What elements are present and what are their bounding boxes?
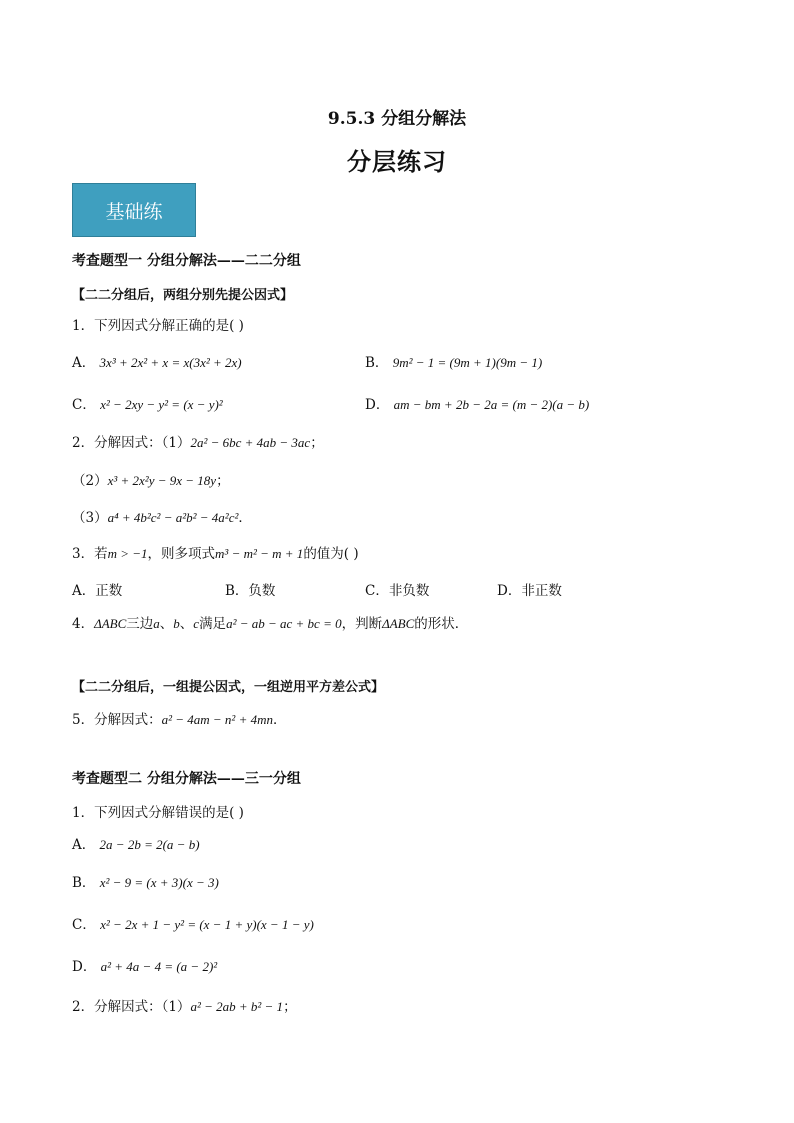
level-badge: 基础练 xyxy=(72,183,196,237)
q4-math: c xyxy=(193,616,200,631)
s1-q3-option-b: B．负数 xyxy=(225,583,276,599)
option-label: B． xyxy=(365,355,389,371)
option-label: C． xyxy=(72,397,96,413)
option-math: x² − 9 = (x + 3)(x − 3) xyxy=(99,875,219,890)
s2-q2-stem xyxy=(72,995,297,1015)
option-math: a² + 4a − 4 = (a − 2)² xyxy=(100,959,218,974)
option-label: A． xyxy=(72,355,96,371)
s2-q1-option-c xyxy=(72,913,314,933)
q2-end: ； xyxy=(283,999,297,1015)
q4-math: ΔABC xyxy=(382,616,415,631)
s1-q2-part1 xyxy=(72,431,324,451)
s1-q1-option-c xyxy=(72,393,223,413)
option-math: am − bm + 2b − 2a = (m − 2)(a − b) xyxy=(393,397,590,412)
option-label: D． xyxy=(72,959,97,975)
option-label: D． xyxy=(365,397,390,413)
q4-math: b xyxy=(173,616,180,631)
option-label: B． xyxy=(72,875,96,891)
q2-prefix: 2．分解因式：（1） xyxy=(72,999,191,1015)
s1-q5-stem xyxy=(72,708,286,728)
q2-p3-math: a⁴ + 4b²c² − a²b² − 4a²c² xyxy=(107,510,239,525)
q3-text: 的值为( ) xyxy=(303,546,359,562)
option-math: x² − 2xy − y² = (x − y)² xyxy=(100,397,223,412)
s1-q4-stem xyxy=(72,612,468,632)
q4-math: a² − ab − ac + bc = 0 xyxy=(226,616,342,631)
q2-p3-end: ． xyxy=(238,510,252,526)
q3-text: ，则多项式 xyxy=(147,546,216,562)
q2-p1-math: 2a² − 6bc + 4ab − 3ac xyxy=(190,435,311,450)
q4-text: 满足 xyxy=(199,616,227,632)
s2-q1-option-d xyxy=(72,955,217,975)
section1-tip1: 【二二分组后，两组分别先提公因式】 xyxy=(72,288,294,303)
s1-q1-stem: 1．下列因式分解正确的是( ) xyxy=(72,318,244,334)
q2-p3-prefix: （3） xyxy=(72,510,108,526)
q4-text: 、 xyxy=(159,616,174,632)
q2-p1-end: ； xyxy=(310,435,324,451)
s1-q3-stem xyxy=(72,542,359,562)
s1-q1-option-d xyxy=(365,393,589,413)
s2-q1-stem: 1．下列因式分解错误的是( ) xyxy=(72,805,244,821)
s1-q2-part3 xyxy=(72,506,252,526)
section1-tip2: 【二二分组后，一组提公因式，一组逆用平方差公式】 xyxy=(72,680,385,695)
q2-p2-end: ； xyxy=(216,473,230,489)
q5-end: ． xyxy=(272,712,287,728)
section2-heading: 考查题型二 分组分解法——三一分组 xyxy=(72,771,301,787)
option-label: C． xyxy=(72,917,96,933)
q4-math: a xyxy=(153,616,160,631)
q2-p2-prefix: （2） xyxy=(72,473,108,489)
page-subtitle: 分层练习 xyxy=(347,147,447,176)
q2-math: a² − 2ab + b² − 1 xyxy=(190,999,284,1014)
q4-text: 4． xyxy=(72,616,95,632)
q5-math: a² − 4am − n² + 4mn xyxy=(161,712,273,727)
q4-math: ΔABC xyxy=(94,616,127,631)
s1-q3-option-d: D．非正数 xyxy=(497,583,562,599)
s1-q1-option-b xyxy=(365,351,542,371)
s1-q3-option-a: A．正数 xyxy=(72,583,123,599)
option-math: x² − 2x + 1 − y² = (x − 1 + y)(x − 1 − y) xyxy=(100,917,314,932)
s1-q2-part2 xyxy=(72,469,230,489)
q2-prefix: 2．分解因式：（1） xyxy=(72,435,191,451)
option-math: 2a − 2b = 2(a − b) xyxy=(99,837,200,852)
q4-text: ，判断 xyxy=(341,616,383,632)
option-label: A． xyxy=(72,837,96,853)
section1-heading: 考查题型一 分组分解法——二二分组 xyxy=(72,253,301,269)
option-math: 9m² − 1 = (9m + 1)(9m − 1) xyxy=(392,355,543,370)
q5-prefix: 5．分解因式： xyxy=(72,712,162,728)
s2-q1-option-b xyxy=(72,871,219,891)
q3-math: m > −1 xyxy=(107,546,148,561)
q4-text: 三边 xyxy=(126,616,154,632)
page-title: 9.5.3 分组分解法 xyxy=(327,109,467,129)
s1-q1-option-a xyxy=(72,351,242,371)
q3-text: 3．若 xyxy=(72,546,108,562)
q4-text: 的形状． xyxy=(414,616,469,632)
s2-q1-option-a xyxy=(72,833,200,853)
q2-p2-math: x³ + 2x²y − 9x − 18y xyxy=(107,473,217,488)
q4-text: 、 xyxy=(179,616,194,632)
q3-math: m³ − m² − m + 1 xyxy=(215,546,304,561)
option-math: 3x³ + 2x² + x = x(3x² + 2x) xyxy=(99,355,242,370)
s1-q3-option-c: C．非负数 xyxy=(365,583,430,599)
